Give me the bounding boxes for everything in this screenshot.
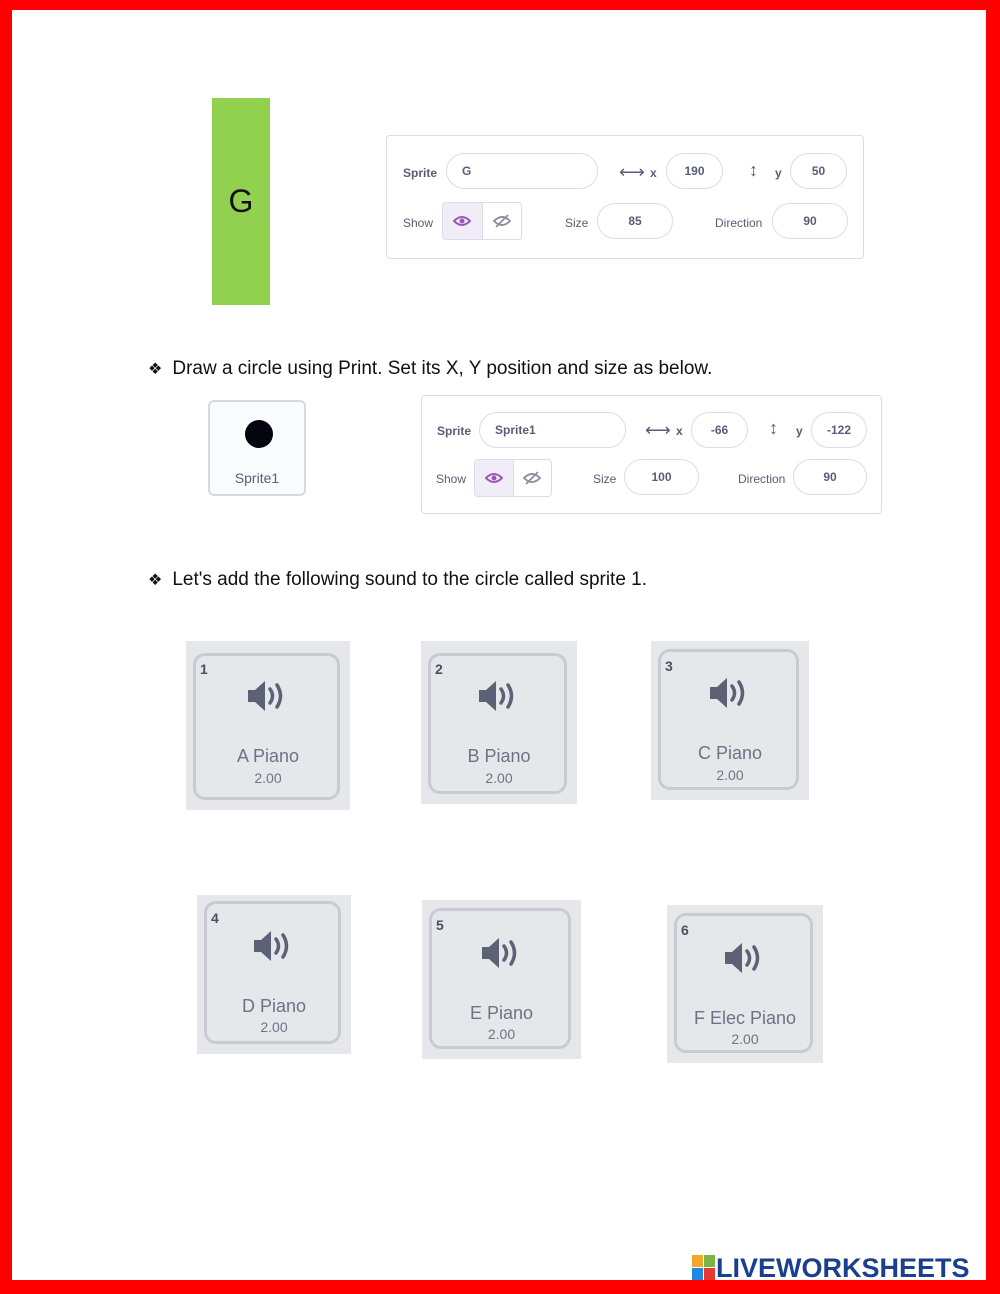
speaker-icon (477, 679, 521, 713)
sound-name: B Piano (467, 746, 531, 766)
y-label: y (796, 424, 803, 438)
sound-number: 4 (211, 910, 219, 926)
sound-duration: 2.00 (716, 767, 744, 783)
sound-card[interactable] (667, 905, 823, 1063)
sound-number: 3 (665, 658, 673, 674)
size-label: Size (565, 216, 589, 230)
vertical-arrow-icon: ↕ (749, 160, 758, 180)
instruction-text: Draw a circle using Print. Set its X, Y position and size as below. (172, 358, 713, 379)
direction-input[interactable]: 90 (793, 459, 867, 495)
sprite-info-panel-g (386, 135, 864, 259)
sprite-name-input[interactable]: G (446, 153, 598, 189)
speaker-icon (246, 679, 290, 713)
direction-label: Direction (738, 472, 786, 486)
sound-name: A Piano (236, 746, 300, 766)
show-toggle-group (474, 459, 552, 497)
sound-name: C Piano (697, 743, 763, 763)
sound-name: E Piano (469, 1003, 534, 1023)
liveworksheets-logo-icon (692, 1255, 716, 1281)
sound-duration: 2.00 (485, 770, 513, 786)
sound-number: 5 (436, 917, 444, 933)
x-label: x (650, 166, 657, 180)
sound-duration: 2.00 (254, 770, 282, 786)
sound-name: D Piano (241, 996, 307, 1016)
sound-card[interactable] (197, 895, 351, 1054)
eye-slash-icon (523, 471, 541, 485)
show-hidden-button[interactable] (483, 203, 522, 239)
sound-card[interactable] (421, 641, 577, 804)
eye-icon (485, 472, 503, 484)
show-visible-button[interactable] (443, 203, 483, 239)
speaker-icon (252, 929, 296, 963)
sprite-thumbnail-name: Sprite1 (234, 470, 280, 486)
size-input[interactable]: 100 (624, 459, 699, 495)
sound-card[interactable] (651, 641, 809, 800)
x-label: x (676, 424, 683, 438)
horizontal-arrow-icon: ⟷ (645, 420, 671, 440)
vertical-arrow-icon: ↕ (769, 418, 778, 438)
size-input[interactable]: 85 (597, 203, 673, 239)
x-input[interactable]: -66 (691, 412, 748, 448)
bullet-icon: ❖ (148, 361, 163, 378)
show-visible-button[interactable] (475, 460, 514, 496)
sound-duration: 2.00 (731, 1031, 759, 1047)
direction-label: Direction (715, 216, 763, 230)
sound-number: 6 (681, 922, 689, 938)
sprite-name-input[interactable]: Sprite1 (479, 412, 626, 448)
eye-icon (453, 215, 471, 227)
sound-number: 2 (435, 661, 443, 677)
y-label: y (775, 166, 782, 180)
sound-card[interactable] (186, 641, 350, 810)
piano-key-letter: G (228, 183, 254, 219)
instruction-draw-circle (148, 358, 712, 380)
speaker-icon (708, 676, 752, 710)
logo-text: LIVEWORKSHEETS (716, 1252, 970, 1283)
show-toggle-group (442, 202, 522, 240)
eye-slash-icon (493, 214, 511, 228)
piano-key-g[interactable] (212, 98, 270, 305)
show-label: Show (403, 216, 434, 230)
sprite-label: Sprite (437, 424, 472, 438)
sprite-thumbnail[interactable] (208, 400, 306, 496)
sound-duration: 2.00 (260, 1019, 288, 1035)
liveworksheets-logo (692, 1254, 970, 1282)
instruction-text: Let's add the following sound to the circle called sprite 1. (172, 569, 648, 590)
y-input[interactable]: 50 (790, 153, 847, 189)
sound-card[interactable] (422, 900, 581, 1059)
horizontal-arrow-icon: ⟷ (619, 162, 645, 182)
bullet-icon: ❖ (148, 572, 163, 589)
sprite-label: Sprite (403, 166, 438, 180)
circle-costume (245, 420, 273, 448)
show-hidden-button[interactable] (514, 460, 552, 496)
speaker-icon (723, 941, 767, 975)
y-input[interactable]: -122 (811, 412, 867, 448)
x-input[interactable]: 190 (666, 153, 723, 189)
show-label: Show (436, 472, 467, 486)
instruction-add-sound (148, 569, 647, 591)
size-label: Size (593, 472, 617, 486)
speaker-icon (480, 936, 524, 970)
sound-name: F Elec Piano (693, 1008, 797, 1028)
sound-number: 1 (200, 661, 208, 677)
sound-duration: 2.00 (487, 1026, 516, 1042)
direction-input[interactable]: 90 (772, 203, 848, 239)
sprite-info-panel-sprite1 (421, 395, 882, 514)
